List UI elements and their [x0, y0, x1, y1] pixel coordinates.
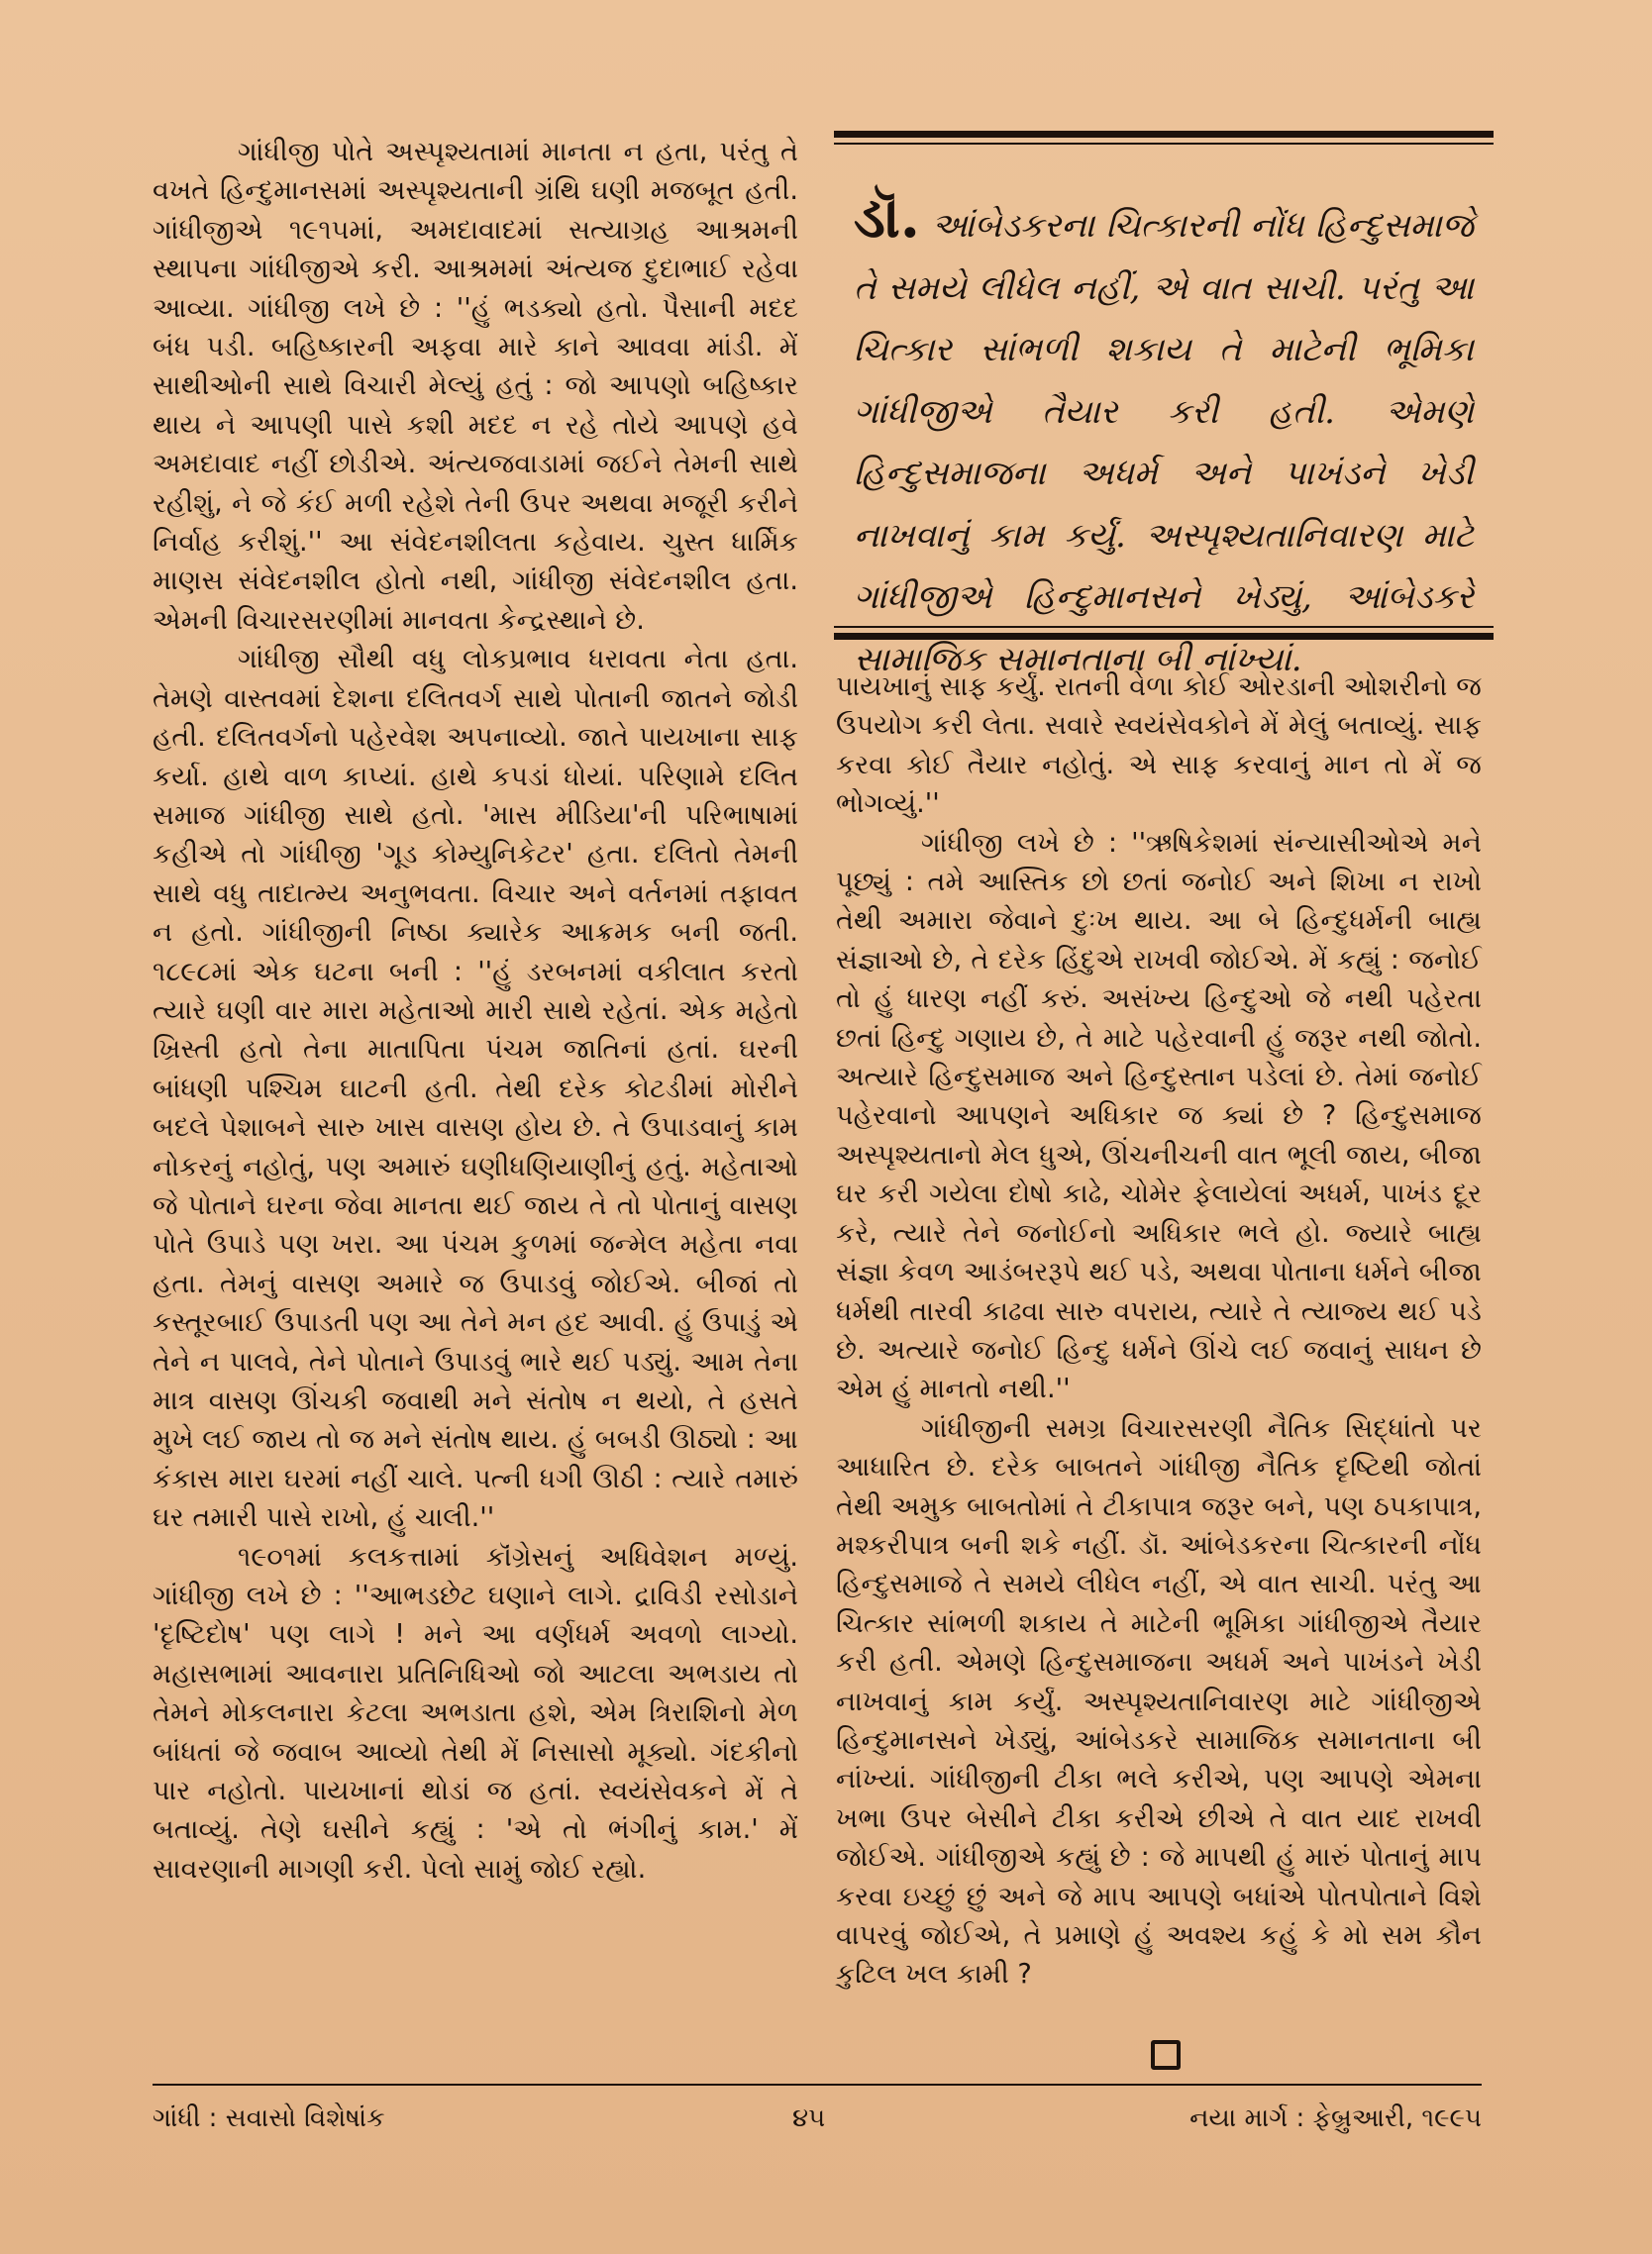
paragraph: ગાંધીજી પોતે અસ્પૃશ્યતામાં માનતા ન હતા, પરંતુ તે વખતે હિન્દુમાનસમાં અસ્પૃશ્યતાની ગ્રંથિ ઘણી મજબૂત હતી. ગાંધીજીએ ૧૯૧૫માં, અમદાવાદમાં સત્યાગ્રહ આશ્રમની સ્થાપના ગાંધીજીએ કરી. આશ્રમમાં અંત્યજ દુદાભાઈ રહેવા આવ્યા. ગાંધીજી લખે છે : ''હું ભડક્યો હતો. પૈસાની મદદ બંધ પડી. બહિષ્કારની અફવા મારે કાને આવવા માંડી. મેં સાથીઓની સાથે વિચારી મેલ્યું હતું : જો આપણો બહિષ્કાર થાય ને આપણી પાસે કશી મદદ ન રહે તોયે આપણે હવે અમદાવાદ નહીં છોડીએ. અંત્યજવાડામાં જઈને તેમની સાથે રહીશું, ને જે કંઈ મળી રહેશે તેની ઉપર અથવા મજૂરી કરીને નિર્વાહ કરીશું.'' આ સંવેદનશીલતા કહેવાય. ચુસ્ત ધાર્મિક માણસ સંવેદનશીલ હોતો નથી, ગાંધીજી સંવેદનશીલ હતા. એમની વિચારસરણીમાં માનવતા કેન્દ્રસ્થાને છે.: [153, 137, 798, 636]
pull-quote-lead-word: ડૉ.: [854, 183, 920, 251]
pull-quote-text: [854, 183, 1474, 690]
right-column: [836, 667, 1482, 1995]
footer-rule: [153, 2084, 1482, 2086]
pull-quote-box: [834, 131, 1494, 679]
pull-quote-body: આંબેડકરના ચિત્કારની નોંધ હિન્દુસમાજે તે સમયે લીધેલ નહીં, એ વાત સાચી. પરંતુ આ ચિત્કાર સાંભળી શકાય તે માટેની ભૂમિકા ગાંધીજીએ તૈયાર કરી હતી. એમણે હિન્દુસમાજના અધર્મ અને પાખંડને ખેડી નાખવાનું કામ કર્યું. અસ્પૃશ્યતાનિવારણ માટે ગાંધીજીએ હિન્દુમાનસને ખેડ્યું, આંબેડકરે સામાજિક સમાનતાના બી નાંખ્યાં.: [854, 206, 1474, 679]
page-number: ૪૫: [792, 2103, 826, 2133]
footer-publication-title: ગાંધી : સવાસો વિશેષાંક: [153, 2103, 385, 2133]
callout-bottom-rule-thick: [834, 633, 1494, 640]
callout-top-rule-thick: [834, 131, 1494, 138]
paragraph: ગાંધીજી સૌથી વધુ લોકપ્રભાવ ધરાવતા નેતા હતા. તેમણે વાસ્તવમાં દેશના દલિતવર્ગ સાથે પોતાની જાતને જોડી હતી. દલિતવર્ગનો પહેરવેશ અપનાવ્યો. જાતે પાયખાના સાફ કર્યા. હાથે વાળ કાપ્યાં. હાથે કપડાં ધોયાં. પરિણામે દલિત સમાજ ગાંધીજી સાથે હતો. 'માસ મીડિયા'ની પરિભાષામાં કહીએ તો ગાંધીજી 'ગૂડ કોમ્યુનિકેટર' હતા. દલિતો તેમની સાથે વધુ તાદાત્મ્ય અનુભવતા. વિચાર અને વર્તનમાં તફાવત ન હતો. ગાંધીજીની નિષ્ઠા ક્યારેક આક્રમક બની જતી. ૧૮૯૮માં એક ઘટના બની : ''હું ડરબનમાં વકીલાત કરતો ત્યારે ઘણી વાર મારા મહેતાઓ મારી સાથે રહેતાં. એક મહેતો ખ્રિસ્તી હતો તેના માતાપિતા પંચમ જાતિનાં હતાં. ઘરની બાંધણી પશ્ચિમ ઘાટની હતી. તેથી દરેક કોટડીમાં મોરીને બદલે પેશાબને સારુ ખાસ વાસણ હોય છે. તે ઉપાડવાનું કામ નોકરનું નહોતું, પણ અમારું ઘણીધણિયાણીનું હતું. મહેતાઓ જે પોતાને ઘરના જેવા માનતા થઈ જાય તે તો પોતાનું વાસણ પોતે ઉપાડે પણ ખરા. આ પંચમ કુળમાં જન્મેલ મહેતા નવા હતા. તેમનું વાસણ અમારે જ ઉપાડવું જોઈએ. બીજાં તો કસ્તૂરબાઈ ઉપાડતી પણ આ તેને મન હદ આવી. હું ઉપાડું એ તેને ન પાલવે, તેને પોતાને ઉપાડવું ભારે થઈ પડ્યું. આમ તેના માત્ર વાસણ ઊંચકી જવાથી મને સંતોષ ન થયો, તે હસતે મુખે લઈ જાય તો જ મને સંતોષ થાય. હું બબડી ઊઠ્યો : આ કંકાસ મારા ઘરમાં નહીં ચાલે. પત્ની ધગી ઊઠી : ત્યારે તમારું ઘર તમારી પાસે રાખો, હું ચાલી.'': [153, 644, 798, 1534]
paragraph: ૧૯૦૧માં કલકત્તામાં કૉંગ્રેસનું અધિવેશન મળ્યું. ગાંધીજી લખે છે : ''આભડછેટ ઘણાને લાગે. દ્રાવિડી રસોડાને 'દૃષ્ટિદોષ' પણ લાગે ! મને આ વર્ણધર્મ અવળો લાગ્યો. મહાસભામાં આવનારા પ્રતિનિધિઓ જો આટલા અભડાય તો તેમને મોકલનારા કેટલા અભડાતા હશે, એમ ત્રિરાશિનો મેળ બાંધતાં જે જવાબ આવ્યો તેથી મેં નિસાસો મૂક્યો. ગંદકીનો પાર નહોતો. પાયખાનાં થોડાં જ હતાં. સ્વયંસેવકને મેં તે બતાવ્યું. તેણે ઘસીને કહ્યું : 'એ તો ભંગીનું કામ.' મેં સાવરણાની માગણી કરી. પેલો સામું જોઈ રહ્યો.: [153, 1541, 798, 1885]
paragraph: ગાંધીજી લખે છે : ''ઋષિકેશમાં સંન્યાસીઓએ મને પૂછ્યું : તમે આસ્તિક છો છતાં જનોઈ અને શિખા ન રાખો તેથી અમારા જેવાને દુઃખ થાય. આ બે હિન્દુધર્મની બાહ્ય સંજ્ઞાઓ છે, તે દરેક હિંદુએ રાખવી જોઈએ. મેં કહ્યું : જનોઈ તો હું ધારણ નહીં કરું. અસંખ્ય હિન્દુઓ જે નથી પહેરતા છતાં હિન્દુ ગણાય છે, તે માટે પહેરવાની હું જરૂર નથી જોતો. અત્યારે હિન્દુસમાજ અને હિન્દુસ્તાન પડેલાં છે. તેમાં જનોઈ પહેરવાનો આપણને અધિકાર જ ક્યાં છે ? હિન્દુસમાજ અસ્પૃશ્યતાનો મેલ ધુએ, ઊંચનીચની વાત ભૂલી જાય, બીજા ઘર કરી ગયેલા દોષો કાઢે, ચોમેર ફેલાયેલાં અધર્મ, પાખંડ દૂર કરે, ત્યારે તેને જનોઈનો અધિકાર ભલે હો. જ્યારે બાહ્ય સંજ્ઞા કેવળ આડંબરરૂપે થઈ પડે, અથવા પોતાના ધર્મને બીજા ધર્મથી તારવી કાઢવા સારુ વપરાય, ત્યારે તે ત્યાજ્ય થઈ પડે છે. અત્યારે જનોઈ હિન્દુ ધર્મને ઊંચે લઈ જવાનું સાધન છે એમ હું માનતો નથી.'': [836, 827, 1482, 1405]
paragraph: ગાંધીજીની સમગ્ર વિચારસરણી નૈતિક સિદ્ધાંતો પર આધારિત છે. દરેક બાબતને ગાંધીજી નૈતિક દૃષ્ટિથી જોતાં તેથી અમુક બાબતોમાં તે ટીકાપાત્ર જરૂર બને, પણ ઠપકાપાત્ર, મશ્કરીપાત્ર બની શકે નહીં. ડૉ. આંબેડકરના ચિત્કારની નોંધ હિન્દુસમાજે તે સમયે લીધેલ નહીં, એ વાત સાચી. પરંતુ આ ચિત્કાર સાંભળી શકાય તે માટેની ભૂમિકા ગાંધીજીએ તૈયાર કરી હતી. એમણે હિન્દુસમાજના અધર્મ અને પાખંડને ખેડી નાખવાનું કામ કર્યું. અસ્પૃશ્યતાનિવારણ માટે ગાંધીજીએ હિન્દુમાનસને ખેડ્યું, આંબેડકરે સામાજિક સમાનતાના બી નાંખ્યાં. ગાંધીજીની ટીકા ભલે કરીએ, પણ આપણે એમના ખભા ઉપર બેસીને ટીકા કરીએ છીએ તે વાત યાદ રાખવી જોઈએ. ગાંધીજીએ કહ્યું છે : જે માપથી હું મારું પોતાનું માપ કરવા ઇચ્છું છું અને જે માપ આપણે બધાંએ પોતપોતાને વિશે વાપરવું જોઈએ, તે પ્રમાણે હું અવશ્ય કહું કે મો સમ કૌન કુટિલ ખલ કામી ?: [836, 1412, 1482, 1991]
callout-top-rule-thin: [834, 143, 1494, 145]
footer-issue-date: નયા માર્ગ : ફેબ્રુઆરી, ૧૯૯૫: [1189, 2103, 1482, 2133]
end-of-article-mark: [1151, 2040, 1181, 2070]
paragraph: પાયખાનું સાફ કર્યું. રાતની વેળા કોઈ ઓરડાની ઓશરીનો જ ઉપયોગ કરી લેતા. સવારે સ્વયંસેવકોને મેં મેલું બતાવ્યું. સાફ કરવા કોઈ તૈયાર નહોતું. એ સાફ કરવાનું માન તો મેં જ ભોગવ્યું.'': [836, 671, 1482, 820]
callout-bottom-rule-thin: [834, 626, 1494, 628]
left-column: [153, 133, 798, 1889]
